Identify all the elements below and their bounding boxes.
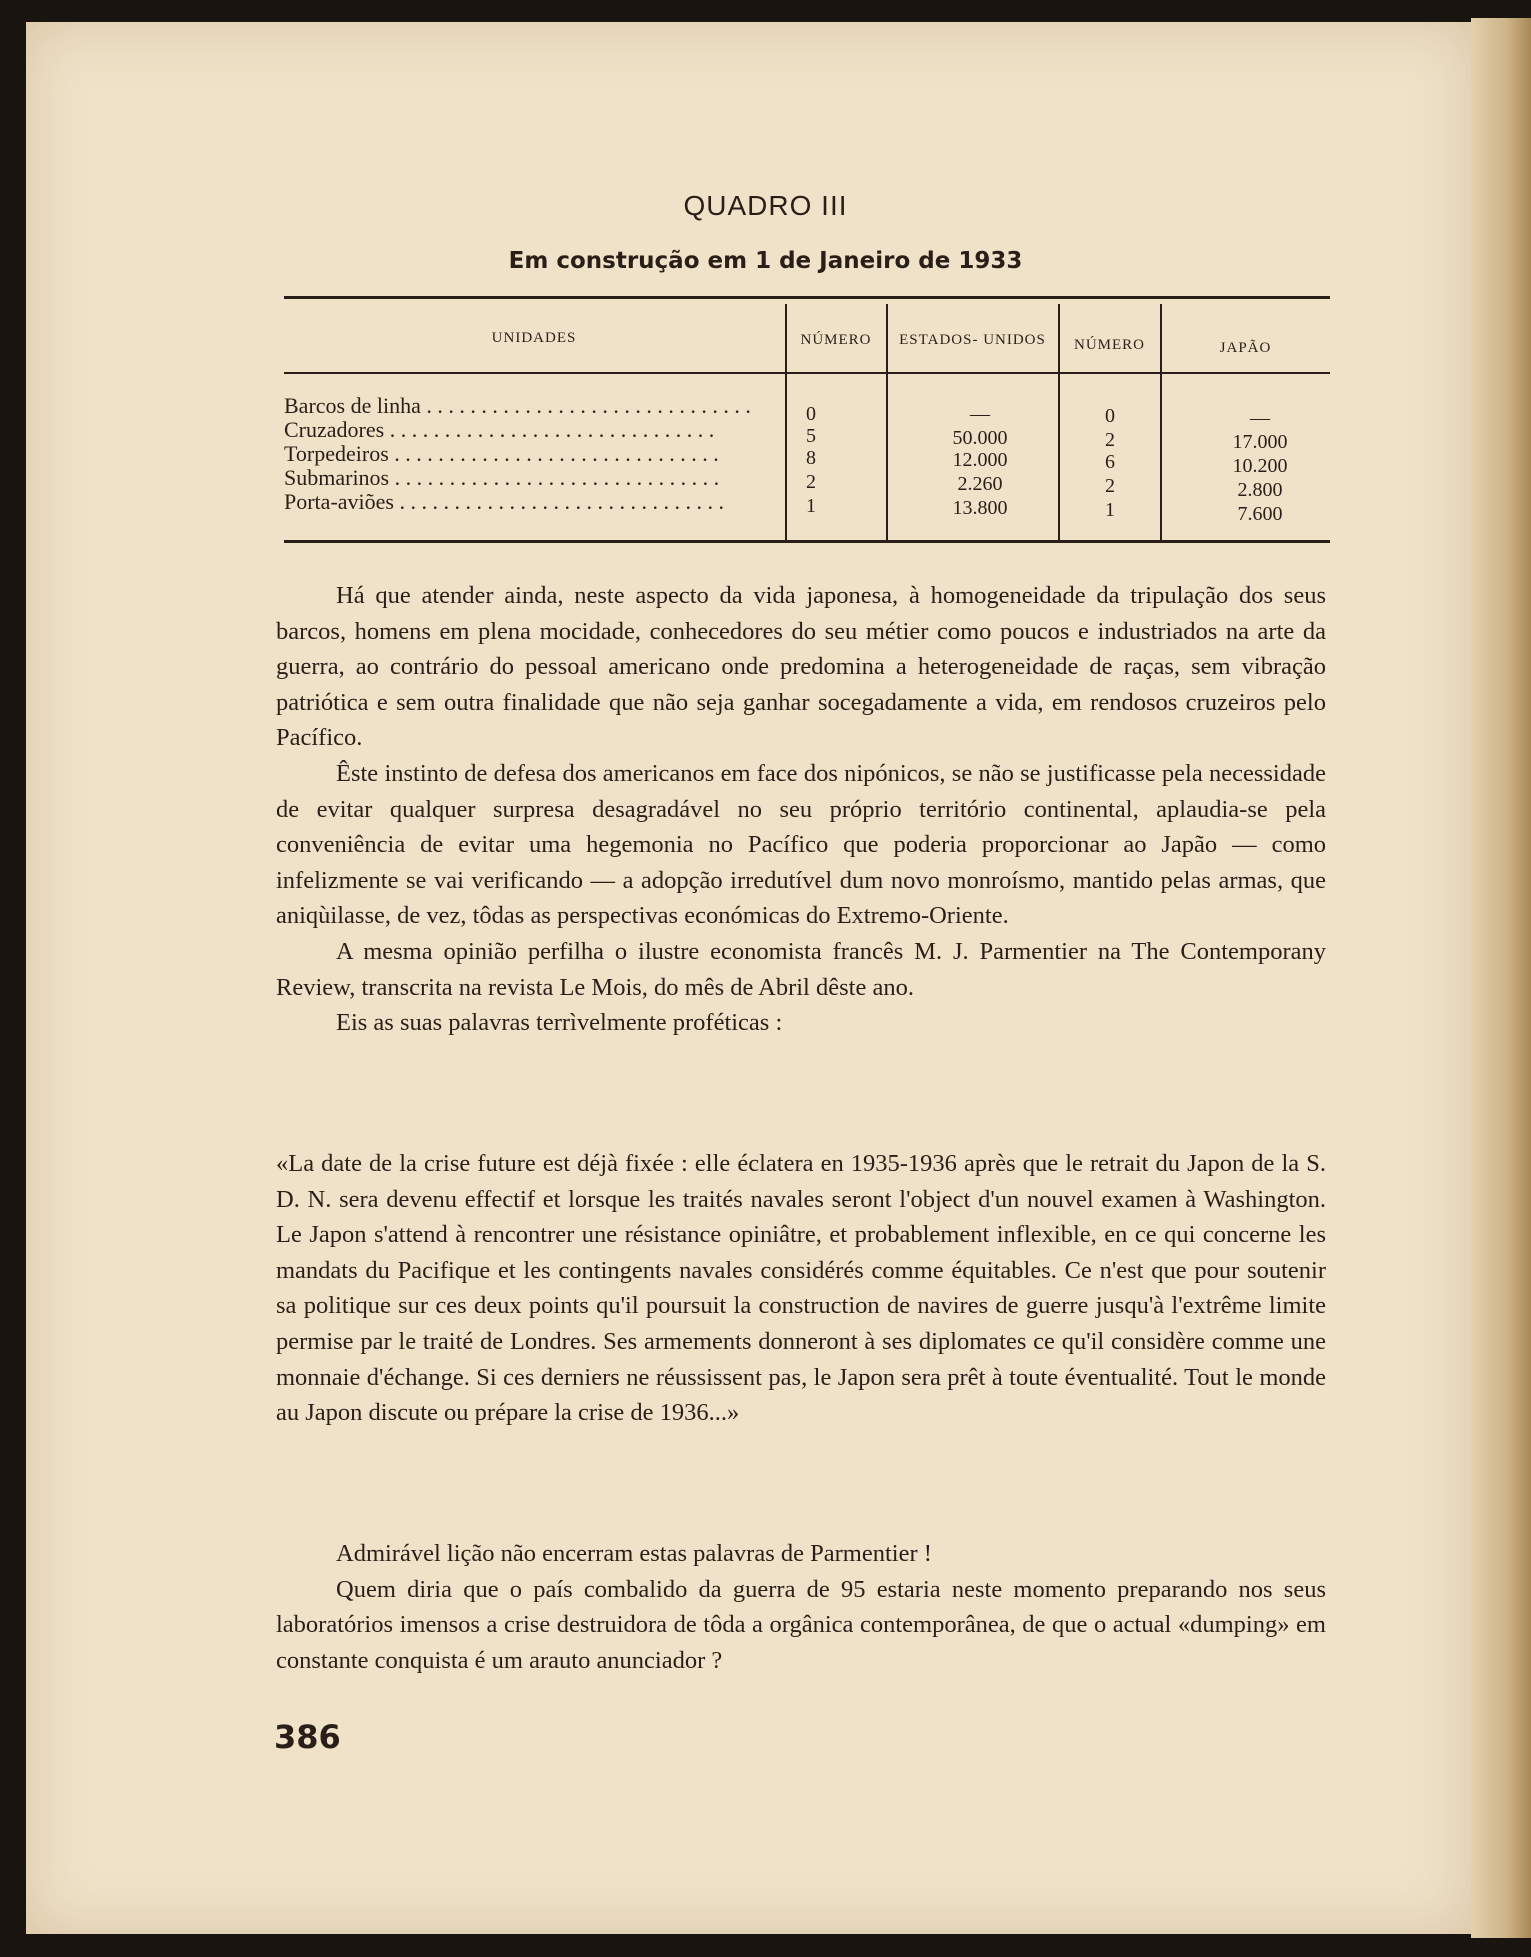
table-row-label: Barcos de linha . . .: [284, 394, 784, 418]
block-quote: «La date de la crise future est déjà fixée : elle éclatera en 1935-1936 après que le retrait du Japon de la S. D. N. sera devenu effectif et lorsque les traités navales seront l'object d'un nouvel examen à Washington. Le Japon s'attend à rencontrer une résistance opiniâtre, et probablement inflexible, en ce qui concerne les mandats du Pacifique et les contingents navales considérés comme équitables. Ce n'est que pour soutenir sa politique sur ces deux points qu'il poursuit la construction de navires de guerre jusqu'à l'extrême limite permise par le traité de Londres. Ses armements donneront à ses diplomates ce qu'il considère comme une monnaie d'échange. Si ces derniers ne réussissent pas, le Japon sera prêt à toute éventualité. Tout le monde au Japon discute ou prépare la crise de 1936...»: [276, 1150, 1326, 1427]
table-bottom-rule: [284, 540, 1330, 543]
header-unidades: UNIDADES: [491, 330, 577, 346]
paragraph: Admirável lição não encerram estas palavras de Parmentier !: [336, 1540, 932, 1567]
paragraph: A mesma opinião perfilha o ilustre economista francês M. J. Parmentier na The Contemporany Review, transcrita na revista Le Mois, do mês de Abril dêste ano.: [276, 937, 1326, 1001]
table-row-label: Torpedeiros . . .: [284, 442, 784, 466]
body-text: [276, 578, 1326, 1041]
closing-text: [276, 1536, 1326, 1678]
table-cell: 2: [806, 471, 816, 493]
page-edge: [1471, 18, 1531, 1938]
table-cell: —: [970, 403, 990, 425]
paragraph: Eis as suas palavras terrìvelmente proféticas :: [336, 1009, 783, 1037]
table-row-label: Submarinos . . .: [284, 466, 784, 490]
table-cell: 2.260: [957, 473, 1003, 495]
table-row-label: Cruzadores . . .: [284, 418, 784, 442]
table-cell: 0: [806, 403, 816, 425]
table-cell: 5: [806, 425, 816, 447]
header-numero-eua: NÚMERO: [800, 332, 872, 348]
header-estados-unidos: ESTADOS- UNIDOS: [899, 332, 1046, 348]
table-cell: 7.600: [1237, 503, 1283, 525]
table-cell: 10.200: [1232, 455, 1288, 477]
table-cell: 0: [1105, 405, 1115, 427]
table-cell: 6: [1105, 451, 1115, 473]
table-cell: 12.000: [952, 449, 1008, 471]
paragraph: Quem diria que o país combalido da guerra de 95 estaria neste momento preparando nos seus laboratórios imensos a crise destruidora de tôda a orgânica contemporânea, de que o actual «dumping» em constante conquista é um arauto anunciador ?: [276, 1575, 1326, 1674]
page-title: QUADRO III: [683, 190, 848, 221]
table-cell: 50.000: [952, 427, 1008, 449]
table-header-rule: [284, 372, 1330, 374]
page-number: 386: [274, 1718, 341, 1756]
table-cell: 2: [1105, 475, 1115, 497]
table-cell: —: [1250, 407, 1270, 429]
paragraph: Há que atender ainda, neste aspecto da vida japonesa, à homogeneidade da tripulação dos seus barcos, homens em plena mocidade, conhecedores do seu métier como poucos e industriados na arte da guerra, ao contrário do pessoal americano onde predomina a heterogeneidade de raças, sem vibração patriótica e sem outra finalidade que não seja ganhar socegadamente a vida, em rendosos cruzeiros pelo Pacífico.: [276, 582, 1326, 752]
table-cell: 17.000: [1232, 431, 1288, 453]
header-numero-japao: NÚMERO: [1073, 337, 1145, 353]
paragraph: Êste instinto de defesa dos americanos em face dos nipónicos, se não se justificasse pela necessidade de evitar qualquer surpresa desagradável no seu próprio território continental, aplaudia-se pela conveniência de evitar uma hegemonia no Pacífico que poderia proporcionar ao Japão — como infelizmente se vai verificando — a adopção irredutível dum novo monroísmo, mantido pelas armas, que aniqùilasse, de vez, tôdas as perspectivas económicas do Extremo-Oriente.: [276, 759, 1326, 930]
table-cell: 2.800: [1237, 479, 1283, 501]
table-cell: 1: [1105, 499, 1115, 521]
table-cell: 2: [1105, 429, 1115, 451]
table-cell: 8: [806, 447, 816, 469]
table-top-rule: [284, 296, 1330, 299]
table-cell: 13.800: [952, 497, 1008, 519]
table-subtitle: Em construção em 1 de Janeiro de 1933: [508, 248, 1023, 274]
header-japao: JAPÃO: [1219, 340, 1272, 356]
quote-text: [276, 1146, 1326, 1431]
table-row-label: Porta-aviões . . .: [284, 490, 784, 514]
table-cell: 1: [806, 495, 816, 517]
